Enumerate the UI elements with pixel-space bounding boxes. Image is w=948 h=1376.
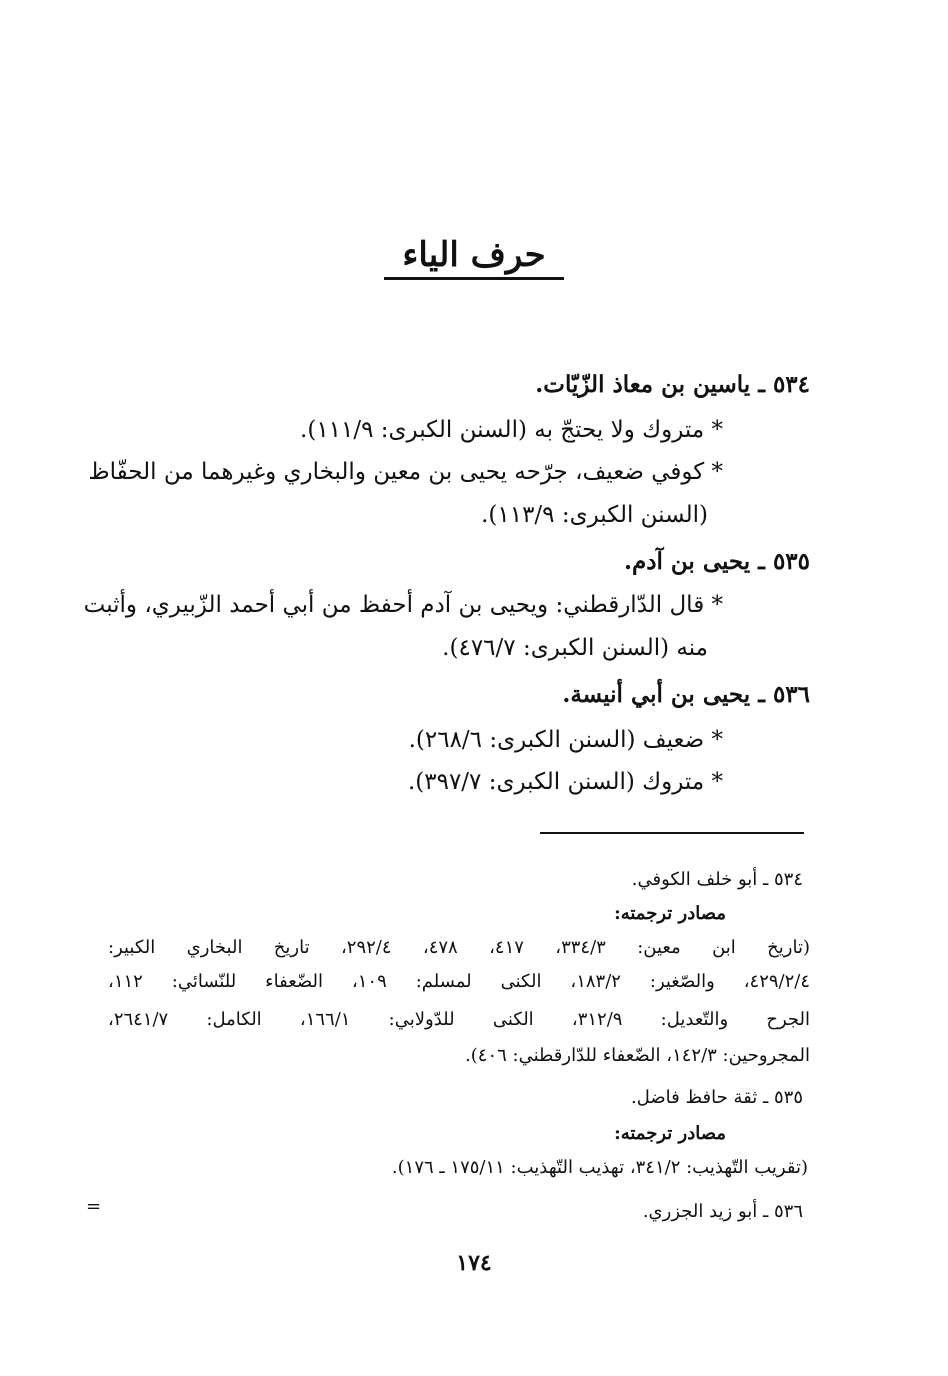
footnote-line: المجروحين: ١٤٢/٣، الضّعفاء للدّارقطني: ٤٠٦). (465, 1045, 810, 1066)
footnote-title: ٥٣٦ ـ أبو زيد الجزري. (642, 1201, 803, 1222)
footnote-title: ٥٣٤ ـ أبو خلف الكوفي. (631, 869, 803, 890)
entry-line: منه (السنن الكبرى: ٤٧٦/٧). (442, 635, 708, 661)
footnote-sources-label: مصادر ترجمته: (614, 1123, 726, 1144)
chapter-heading-block (0, 235, 948, 280)
entry-line: * متروك ولا يحتجّ به (السنن الكبرى: ١١١/٩). (300, 417, 723, 443)
page-number: ١٧٤ (456, 1250, 492, 1276)
footnote-separator (540, 832, 804, 834)
entry-line: (السنن الكبرى: ١١٣/٩). (481, 502, 708, 528)
entry-line: * قال الدّارقطني: ويحيى بن آدم أحفظ من أبي أحمد الزّبيري، وأثبت (83, 592, 723, 618)
entry-title: ٥٣٥ ـ يحيى بن آدم. (624, 548, 810, 575)
footnote-title: ٥٣٥ ـ ثقة حافظ فاضل. (631, 1087, 803, 1108)
chapter-heading: حرف الياء (384, 235, 563, 280)
footnote-line: (تاريخ ابن معين: ٣٣٤/٣، ٤١٧، ٤٧٨، ٢٩٢/٤، تاريخ البخاري الكبير: (108, 937, 810, 958)
entry-line: * متروك (السنن الكبرى: ٣٩٧/٧). (407, 769, 723, 795)
entry-line: * كوفي ضعيف، جرّحه يحيى بن معين والبخاري وغيرهما من الحفّاظ (88, 459, 723, 485)
margin-mark: = (86, 1196, 102, 1217)
footnote-sources-label: مصادر ترجمته: (614, 903, 726, 924)
footnote-line: الجرح والتّعديل: ٣١٢/٩، الكنى للدّولابي: ١٦٦/١، الكامل: ٢٦٤١/٧، (108, 1009, 811, 1030)
entry-title: ٥٣٤ ـ ياسين بن معاذ الزّيّات. (535, 371, 810, 398)
footnote-line: (تقريب التّهذيب: ٣٤١/٢، تهذيب التّهذيب: ١٧٥/١١ ـ ١٧٦). (391, 1157, 808, 1178)
footnote-line: ٤٢٩/٢/٤، والصّغير: ١٨٣/٢، الكنى لمسلم: ١٠٩، الضّعفاء للنّسائي: ١١٢، (108, 971, 810, 992)
entry-title: ٥٣٦ ـ يحيى بن أبي أنيسة. (562, 681, 810, 708)
entry-line: * ضعيف (السنن الكبرى: ٢٦٨/٦). (408, 727, 723, 753)
